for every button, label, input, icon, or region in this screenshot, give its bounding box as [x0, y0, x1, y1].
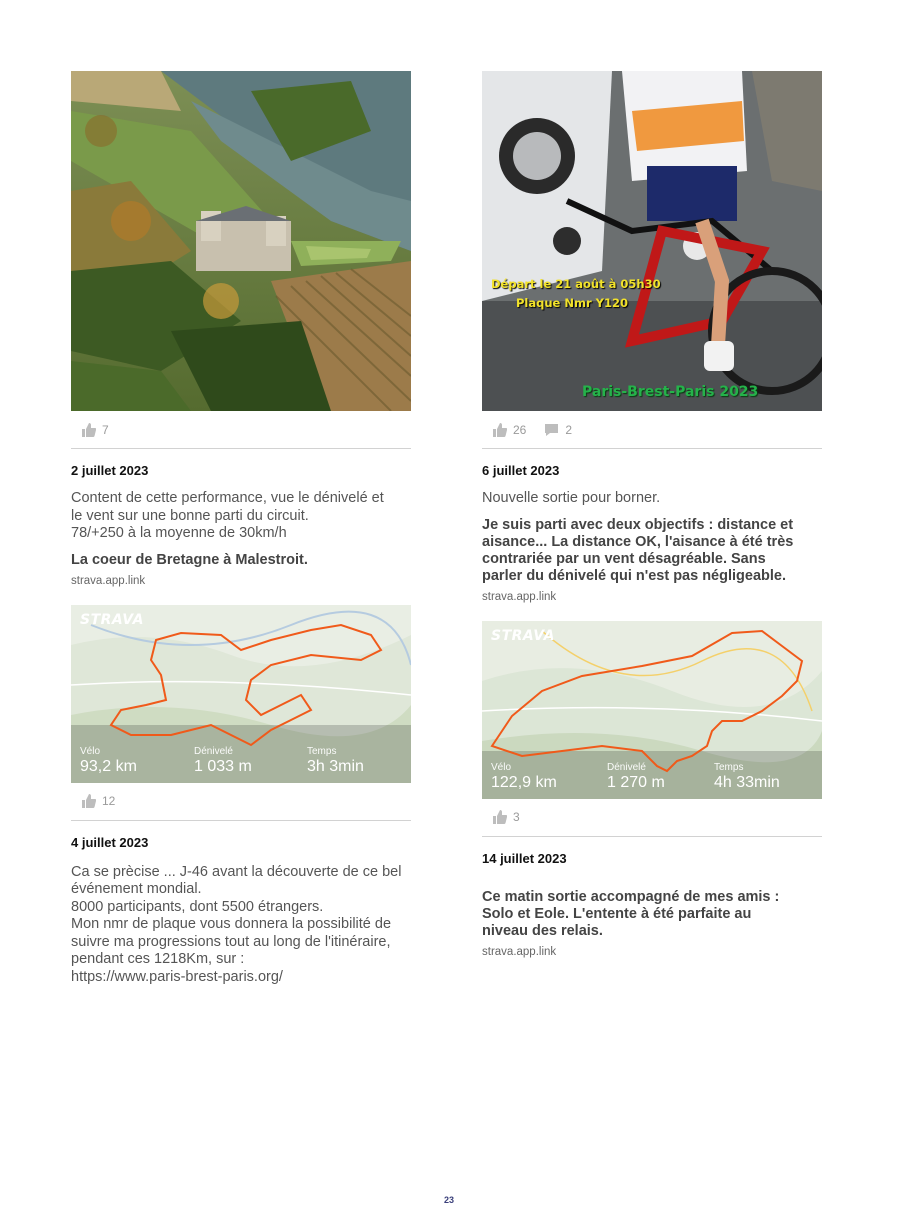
post-date: 4 juillet 2023 — [71, 834, 149, 850]
thumbs-up-icon[interactable] — [81, 423, 96, 437]
post-text: Ca se prècise ... J-46 avant la découverte de ce bel événement mondial. 8000 participants, dont 5500 étrangers. Mon nmr de plaque vous donnera la possibilité de suivre ma progressions tout au long de l'itinéraire, pendant ces 1218Km, sur : https://www.paris-brest-paris.org/ — [71, 863, 402, 985]
strava-link[interactable]: strava.app.link — [482, 945, 557, 958]
page-number: 23 — [443, 1195, 454, 1205]
stat-distance: Vélo 93,2 km — [80, 745, 137, 775]
stat-distance: Vélo 122,9 km — [491, 761, 557, 791]
likes-count: 7 — [102, 422, 109, 437]
reactions-bar — [71, 783, 411, 821]
reactions-bar — [482, 411, 822, 449]
reactions-bar — [482, 799, 822, 837]
overlay-text-start: Départ le 21 août à 05h30 — [491, 277, 661, 291]
stat-elevation: Dénivelé 1 270 m — [607, 761, 665, 791]
right-column — [482, 71, 822, 958]
strava-link[interactable]: strava.app.link — [482, 590, 557, 603]
post-date: 14 juillet 2023 — [482, 850, 567, 866]
strava-map-card[interactable] — [71, 605, 411, 783]
chateau-aerial-photo[interactable] — [71, 71, 411, 411]
strava-logo: STRAVA — [491, 627, 556, 644]
reactions-bar — [71, 411, 411, 449]
overlay-text-plate: Plaque Nmr Y120 — [516, 296, 628, 310]
thumbs-up-icon[interactable] — [492, 423, 507, 437]
left-column — [71, 71, 411, 986]
stat-elevation: Dénivelé 1 033 m — [194, 745, 252, 775]
cyclist-photo[interactable] — [482, 71, 822, 411]
likes-count: 3 — [513, 810, 520, 824]
stat-time: Temps 3h 3min — [307, 745, 364, 775]
post-title: Ce matin sortie accompagné de mes amis : Solo et Eole. L'entente à été parfaite au niveau des relais. — [482, 888, 780, 939]
overlay-text-event: Paris-Brest-Paris 2023 — [582, 384, 759, 400]
post-date: 6 juillet 2023 — [482, 463, 560, 478]
likes-count: 12 — [102, 794, 116, 808]
post-title: La coeur de Bretagne à Malestroit. — [71, 551, 308, 568]
post-title: Je suis parti avec deux objectifs : distance et aisance... La distance OK, l'aisance à été très contrariée par un vent désagréable. Sans parler du dénivelé qui n'est pas négligeable. — [482, 516, 794, 584]
comment-icon[interactable] — [544, 423, 559, 437]
thumbs-up-icon[interactable] — [492, 810, 507, 824]
thumbs-up-icon[interactable] — [81, 794, 96, 808]
stat-time: Temps 4h 33min — [714, 761, 780, 791]
comments-count: 2 — [565, 422, 573, 437]
strava-logo: STRAVA — [80, 611, 145, 628]
post-text: Content de cette performance, vue le dénivelé et le vent sur une bonne parti du circuit. 78/+250 à la moyenne de 30km/h — [71, 490, 384, 541]
post-date: 2 juillet 2023 — [71, 463, 149, 478]
likes-count: 26 — [513, 422, 527, 437]
post-text: Nouvelle sortie pour borner. — [482, 490, 661, 506]
strava-link[interactable]: strava.app.link — [71, 574, 146, 587]
strava-map-card[interactable] — [482, 621, 822, 799]
